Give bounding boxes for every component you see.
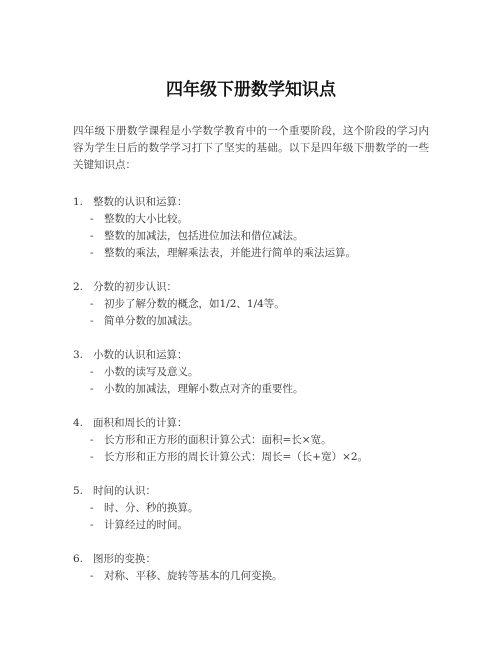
list-item (90, 228, 433, 245)
item-text: 整数的乘法，理解乘法表，并能进行简单的乘法运算。 (104, 247, 356, 259)
item-text: 小数的加减法，理解小数点对齐的重要性。 (104, 383, 304, 395)
dash-bullet: - (90, 298, 94, 310)
section-number: 6. (73, 553, 84, 565)
dash-bullet: - (90, 213, 94, 225)
section-title: 面积和周长的计算： (93, 417, 188, 429)
dash-bullet: - (90, 366, 94, 378)
section-title: 整数的认识和运算： (93, 196, 188, 208)
list-item (90, 568, 433, 585)
section-number: 2. (73, 281, 84, 293)
dash-bullet: - (90, 247, 94, 259)
item-text: 长方形和正方形的面积计算公式：面积=长×宽。 (104, 434, 332, 446)
section-items (73, 364, 433, 398)
section-items (73, 211, 433, 262)
section-number: 3. (73, 349, 84, 361)
section-title: 时间的认识： (93, 485, 156, 497)
section-integers (73, 194, 433, 262)
section-number: 1. (73, 196, 84, 208)
intro-paragraph: 四年级下册数学课程是小学数学教育中的一个重要阶段，这个阶段的学习内容为学生日后的数学学习打下了坚实的基础。以下是四年级下册数学的一些关键知识点： (73, 125, 429, 171)
item-text: 初步了解分数的概念，如1/2、1/4等。 (104, 298, 285, 310)
section-area-perimeter (73, 415, 433, 466)
list-item (90, 296, 433, 313)
section-heading (73, 279, 433, 296)
section-decimals (73, 347, 433, 398)
dash-bullet: - (90, 502, 94, 514)
item-text: 长方形和正方形的周长计算公式：周长=（长+宽）×2。 (104, 451, 369, 463)
item-text: 对称、平移、旋转等基本的几何变换。 (104, 570, 283, 582)
dash-bullet: - (90, 230, 94, 242)
section-items (73, 432, 433, 466)
dash-bullet: - (90, 570, 94, 582)
section-heading (73, 347, 433, 364)
knowledge-sections (73, 194, 433, 602)
section-heading (73, 551, 433, 568)
list-item (90, 517, 433, 534)
item-text: 简单分数的加减法。 (104, 315, 199, 327)
section-heading (73, 483, 433, 500)
section-items (73, 568, 433, 585)
section-title: 小数的认识和运算： (93, 349, 188, 361)
list-item (90, 449, 433, 466)
dash-bullet: - (90, 451, 94, 463)
item-text: 小数的读写及意义。 (104, 366, 199, 378)
section-number: 5. (73, 485, 84, 497)
list-item (90, 211, 433, 228)
section-title: 图形的变换： (93, 553, 156, 565)
section-heading (73, 415, 433, 432)
section-number: 4. (73, 417, 84, 429)
page-title: 四年级下册数学知识点 (166, 80, 336, 100)
list-item (90, 245, 433, 262)
list-item (90, 500, 433, 517)
item-text: 整数的大小比较。 (104, 213, 188, 225)
section-transformations (73, 551, 433, 585)
section-fractions (73, 279, 433, 330)
list-item (90, 432, 433, 449)
section-title: 分数的初步认识： (93, 281, 177, 293)
list-item (90, 313, 433, 330)
dash-bullet: - (90, 434, 94, 446)
dash-bullet: - (90, 315, 94, 327)
list-item (90, 364, 433, 381)
section-items (73, 296, 433, 330)
section-time (73, 483, 433, 534)
list-item (90, 381, 433, 398)
item-text: 计算经过的时间。 (104, 519, 188, 531)
dash-bullet: - (90, 519, 94, 531)
dash-bullet: - (90, 383, 94, 395)
item-text: 整数的加减法，包括进位加法和借位减法。 (104, 230, 304, 242)
section-heading (73, 194, 433, 211)
item-text: 时、分、秒的换算。 (104, 502, 199, 514)
section-items (73, 500, 433, 534)
